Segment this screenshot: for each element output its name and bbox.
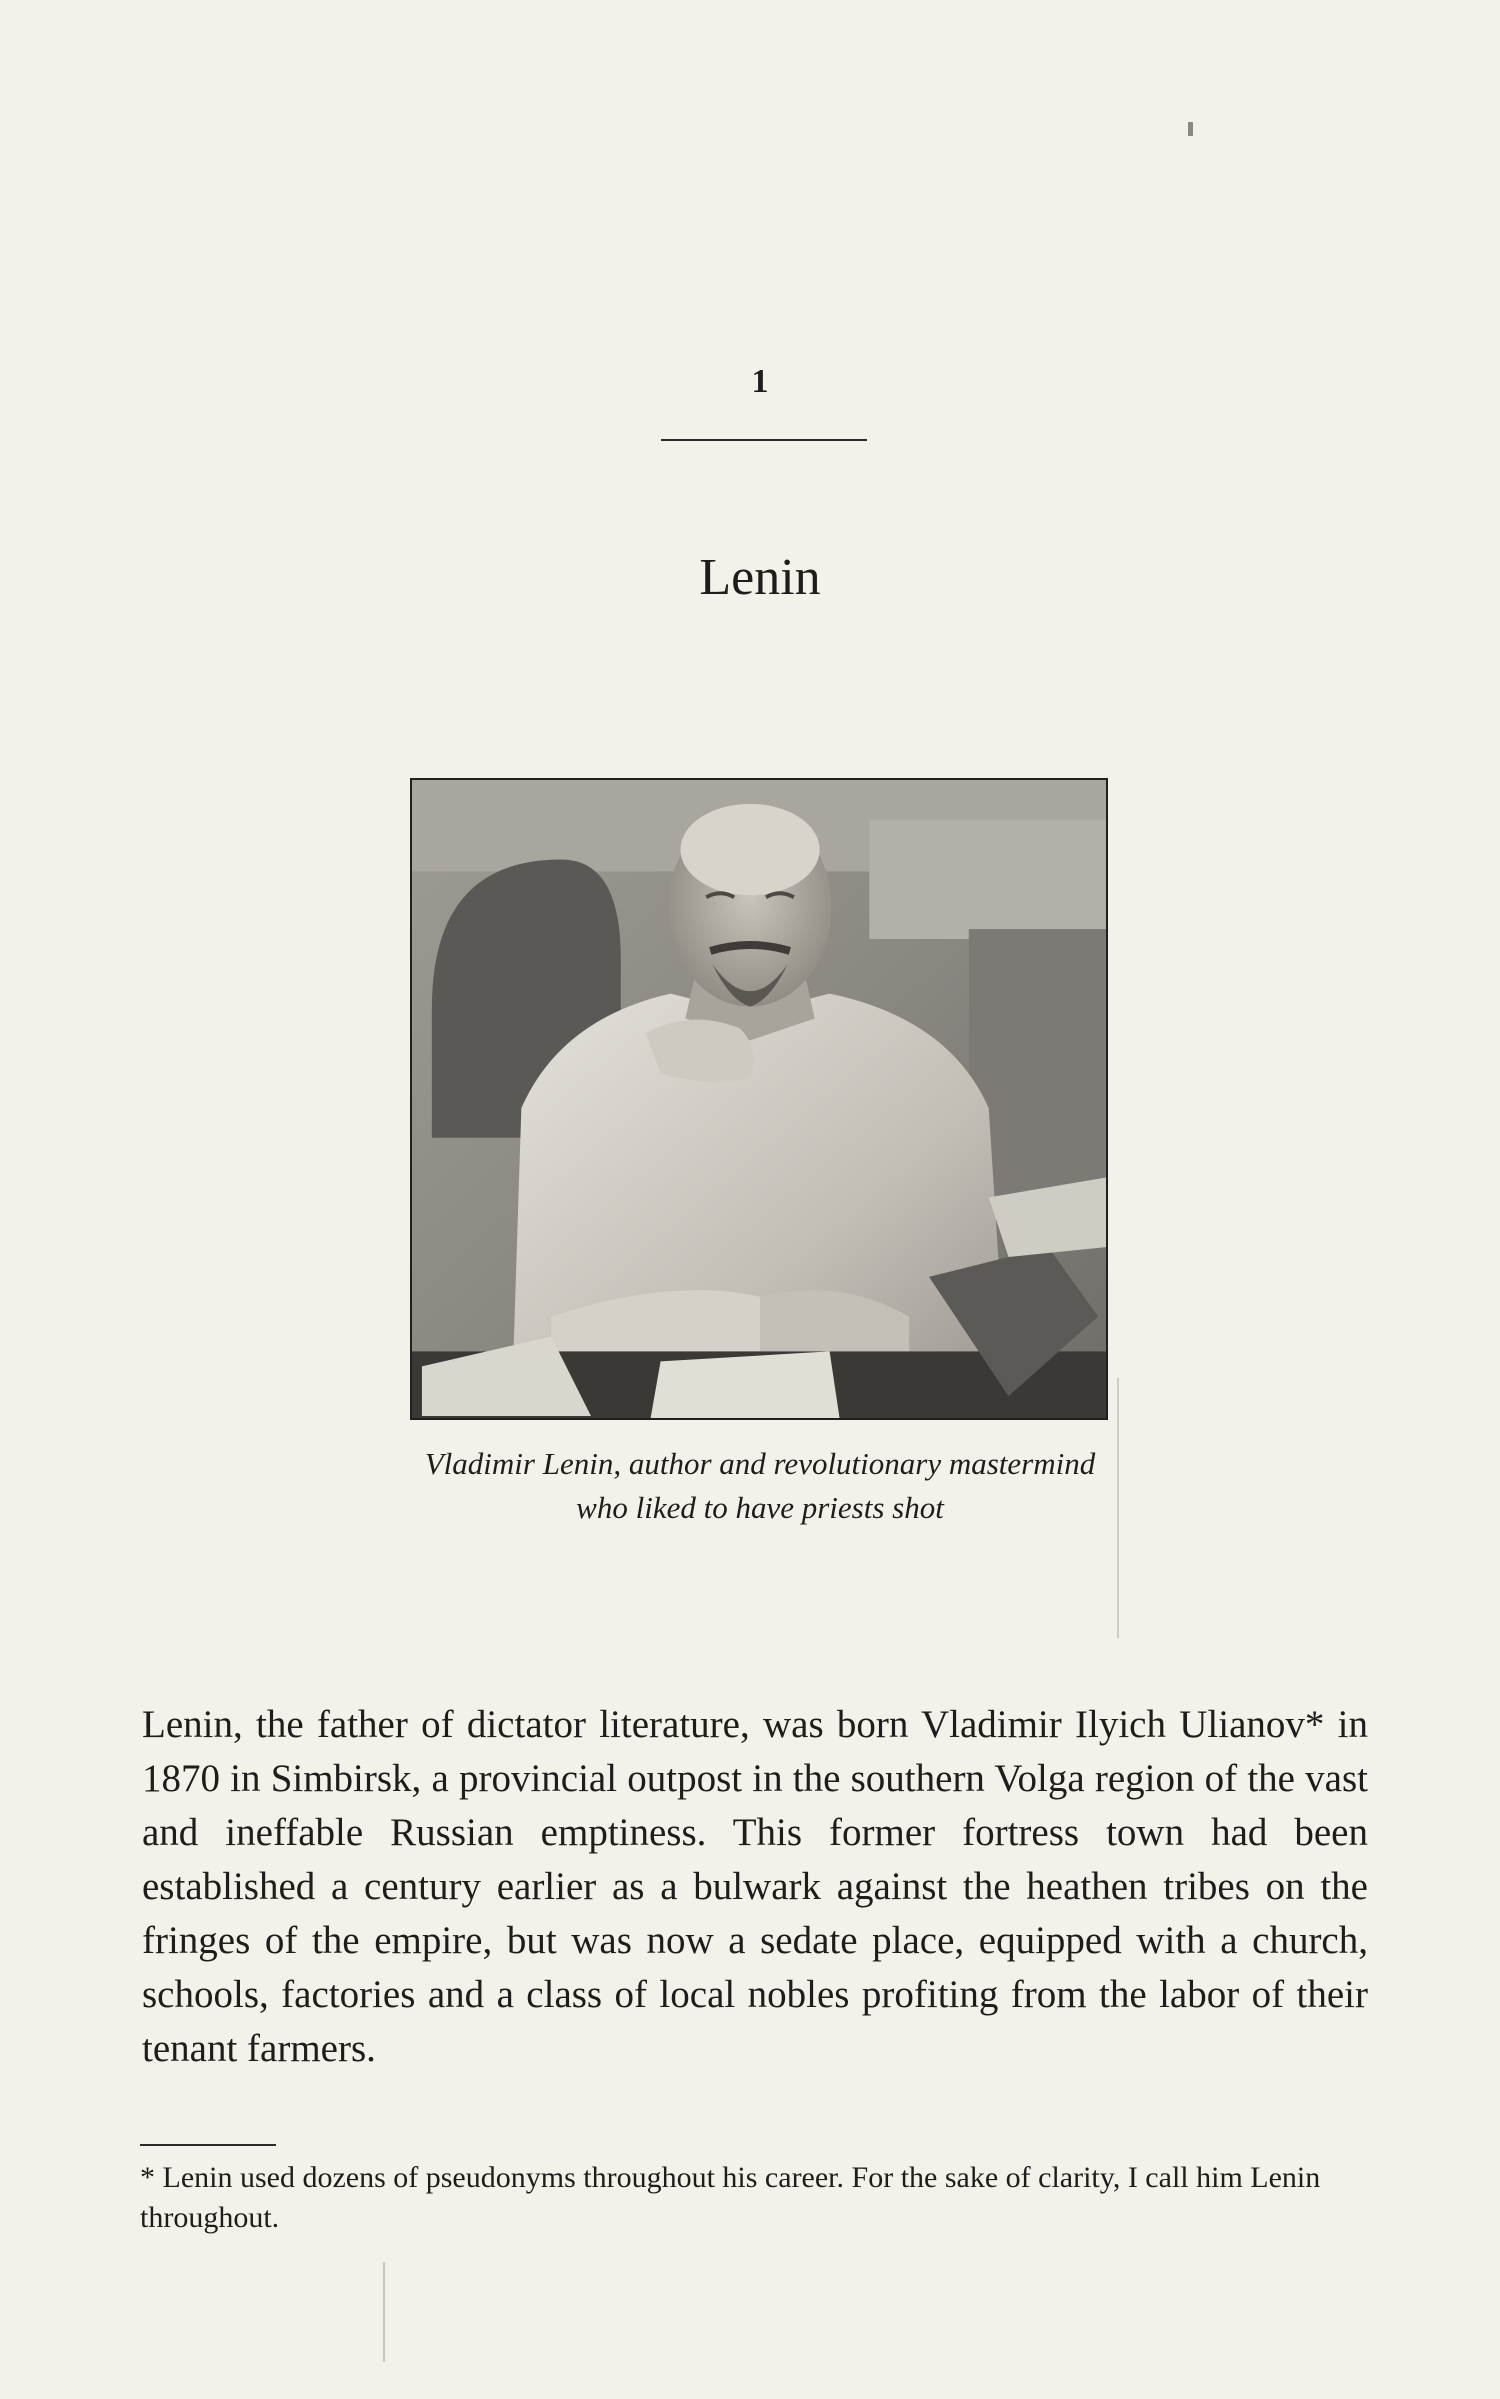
footnote: * Lenin used dozens of pseudonyms throughout his career. For the sake of clarity, I call him Lenin throughout. [140,2161,1321,2234]
scan-speck [1188,122,1193,136]
body-paragraph: Lenin, the father of dictator literature, was born Vladimir Ilyich Ulianov* in 1870 in Simbirsk, a provincial outpost in the southern Volga region of the vast and ineffable Russian emptiness. This former fortress town had been established a century earlier as a bulwark against the heathen tribes on the fringes of the empire, but was now a sedate place, equipped with a church, schools, factories and a class of local nobles profiting from the labor of their tenant farmers. [142,1703,1368,2070]
chapter-rule [661,439,867,441]
figure-caption [330,1442,1190,1530]
scan-crease [1117,1378,1119,1638]
caption-line-1: Vladimir Lenin, author and revolutionary mastermind [424,1446,1096,1481]
chapter-number: 1 [751,363,769,400]
footnote-rule [140,2144,276,2146]
chapter-title: Lenin [699,549,821,606]
caption-line-2: who liked to have priests shot [576,1490,944,1525]
portrait-image [410,778,1108,1420]
scan-crease [383,2262,385,2362]
